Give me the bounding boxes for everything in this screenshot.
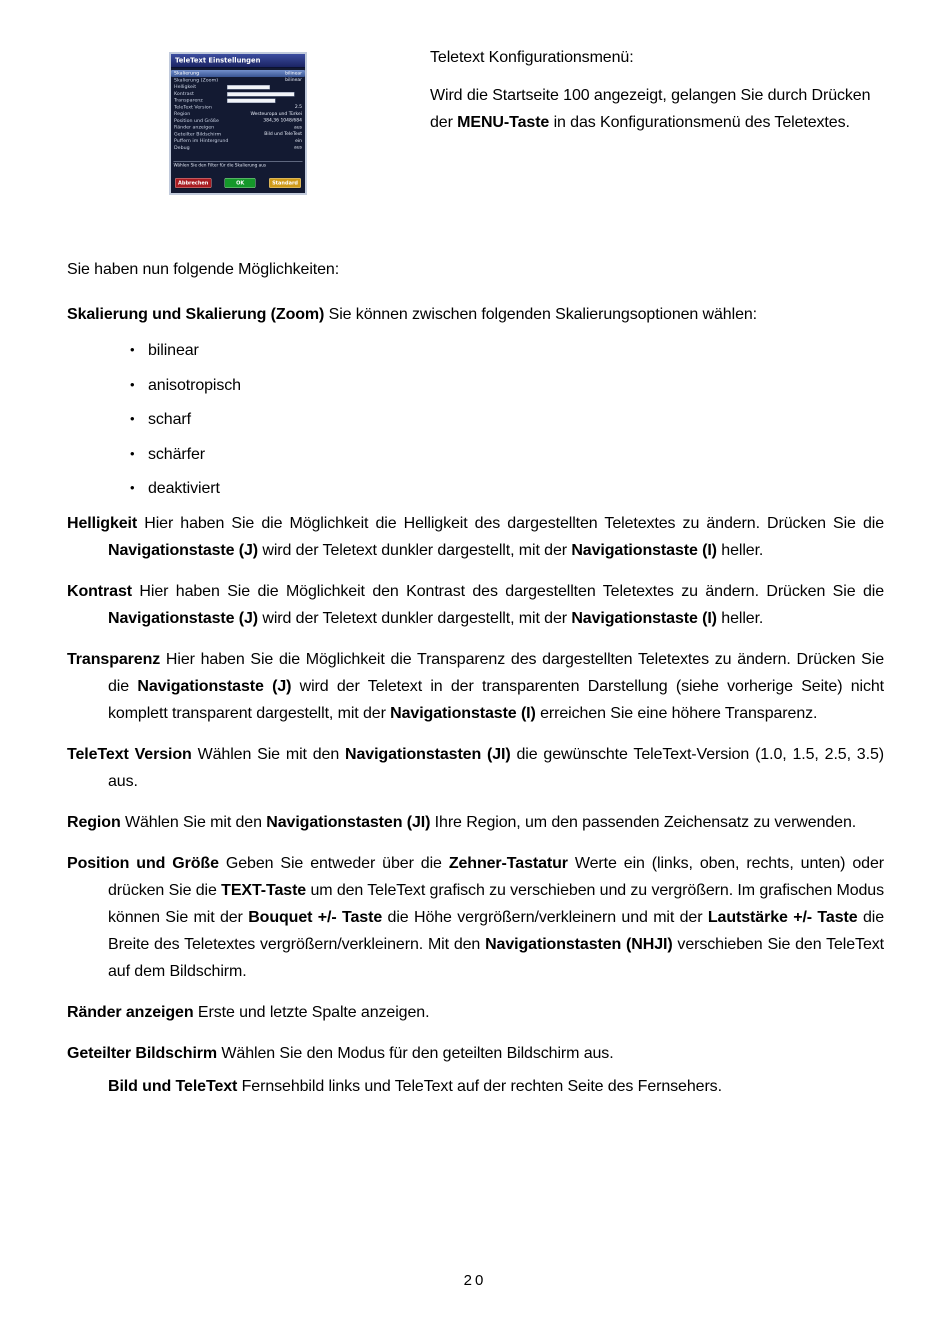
- bold-term: TEXT-Taste: [221, 882, 307, 899]
- text-run: heller.: [716, 542, 764, 559]
- bullet-icon: •: [130, 342, 135, 357]
- menu-row-label: Helligkeit: [174, 84, 197, 90]
- menu-row-label: Kontrast: [174, 90, 194, 97]
- bold-term: Skalierung und Skalierung (Zoom): [67, 306, 325, 323]
- bold-term: Zehner-Tastatur: [448, 855, 568, 872]
- slider-bar: [227, 85, 270, 90]
- menu-row-label: Region: [174, 111, 191, 117]
- bold-term: Ränder anzeigen: [67, 1004, 194, 1021]
- bullet-icon: •: [130, 411, 135, 426]
- paragraph-raender-anzeigen: [67, 999, 884, 1026]
- bold-term: Navigationstasten (NHJI): [485, 936, 673, 953]
- ok-button: OK: [225, 178, 256, 188]
- list-item: [130, 405, 884, 433]
- menu-row-label: Puffern im Hintergrund: [174, 138, 229, 144]
- text-run: Sie können zwischen folgenden Skalierungsoptionen wählen:: [324, 306, 758, 323]
- menu-title-bar: TeleText Einstellungen: [171, 54, 305, 68]
- menu-row-value: ein: [295, 138, 302, 144]
- caption-block: [430, 44, 892, 136]
- menu-row-label: Skalierung: [174, 70, 200, 77]
- list-item-label: anisotropisch: [148, 376, 241, 394]
- text-run: Fernsehbild links und TeleText auf der rechten Seite des Fernsehers.: [237, 1078, 722, 1095]
- document-body: [67, 256, 884, 1114]
- list-item: [130, 371, 884, 399]
- list-item: [130, 336, 884, 364]
- standard-button: Standard: [269, 178, 301, 188]
- menu-row-label: TeleText Version: [174, 104, 212, 110]
- menu-spacer: [171, 168, 305, 178]
- text-run: erreichen Sie eine höhere Transparenz.: [535, 705, 818, 722]
- bold-term: MENU-Taste: [457, 114, 550, 131]
- paragraph-geteilter-bildschirm: [67, 1040, 884, 1067]
- bold-term: Navigationstaste (I): [571, 610, 717, 627]
- bold-term: Geteilter Bildschirm: [67, 1045, 218, 1062]
- text-run: um den TeleText grafisch zu verschieben und zu vergrößern. Im grafischen Modus können Sie mit der: [108, 882, 885, 926]
- bullet-icon: •: [130, 480, 135, 495]
- slider-bar: [227, 99, 276, 104]
- bold-term: Navigationstaste (J): [108, 610, 259, 627]
- menu-help-text: Wählen Sie den Filter für die Skalierung aus: [174, 161, 303, 168]
- menu-row: [171, 111, 305, 118]
- text-run: Ihre Region, um den passenden Zeichensatz zu verwenden.: [430, 814, 857, 831]
- caption-paragraph: [430, 82, 892, 136]
- menu-row-label: Debug: [174, 144, 190, 151]
- paragraph-region: [67, 809, 884, 836]
- text-run: Erste und letzte Spalte anzeigen.: [193, 1004, 430, 1021]
- list-item-label: schärfer: [148, 445, 205, 463]
- bold-term: Kontrast: [67, 583, 132, 600]
- text-run: Hier haben Sie die Möglichkeit die Transparenz des dargestellten Teletextes zu ändern. Drücken Sie die: [108, 651, 884, 695]
- lead-paragraph: Sie haben nun folgende Möglichkeiten:: [67, 261, 340, 278]
- menu-row: [171, 104, 305, 111]
- menu-button-bar: [171, 178, 305, 193]
- paragraph-skalierung: [67, 301, 884, 328]
- bold-term: Navigationstaste (I): [390, 705, 536, 722]
- menu-screenshot: [169, 52, 307, 195]
- menu-row-value: 2.5: [294, 104, 302, 110]
- list-item-label: deaktiviert: [148, 480, 220, 497]
- text-run: die Höhe vergrößern/verkleinern und mit der: [382, 909, 708, 926]
- bullet-icon: •: [130, 445, 135, 461]
- menu-row-value: aus: [294, 124, 302, 130]
- text-run: Hier haben Sie die Möglichkeit den Kontrast des dargestellten Teletextes zu ändern. Drücken Sie die: [131, 583, 884, 600]
- text-run: in das Konfigurationsmenü des Teletextes.: [549, 114, 850, 131]
- menu-row: [171, 124, 305, 131]
- menu-row: [171, 97, 305, 104]
- bold-term: Region: [67, 814, 121, 831]
- text-run: Wird die Startseite 100 angezeigt, gelangen Sie durch Drücken der: [430, 87, 871, 131]
- text-run: verschieben Sie den TeleText auf dem Bildschirm.: [108, 936, 884, 980]
- bullet-icon: •: [130, 376, 135, 392]
- menu-row-label: Skalierung (Zoom): [174, 77, 219, 83]
- text-run: die Breite des Teletextes vergrößern/verkleinern. Mit den: [108, 909, 885, 953]
- menu-row: [171, 131, 305, 138]
- menu-row-value: 384,36 1048/684: [263, 118, 302, 124]
- text-run: heller.: [716, 610, 764, 627]
- text-run: die gewünschte TeleText-Version (1.0, 1.5, 2.5, 3.5) aus.: [108, 746, 884, 790]
- bold-term: Navigationstaste (J): [137, 678, 292, 695]
- bold-term: Navigationstaste (J): [108, 542, 259, 559]
- bold-term: Helligkeit: [67, 515, 138, 532]
- page-number: 20: [463, 1272, 487, 1289]
- paragraph-helligkeit: [67, 510, 884, 564]
- paragraph-transparenz: [67, 646, 884, 727]
- caption-title: Teletext Konfigurationsmenü:: [430, 49, 634, 66]
- menu-row: [171, 70, 305, 77]
- menu-spacer: [171, 151, 305, 161]
- text-run: Wählen Sie mit den: [191, 746, 346, 763]
- menu-row: [171, 84, 305, 91]
- teletext-settings-window: [169, 52, 307, 195]
- menu-row-value: Westeuropa und Türkei: [250, 111, 302, 117]
- bold-term: Navigationstaste (I): [571, 542, 717, 559]
- paragraph-bild-und-teletext: [67, 1073, 884, 1100]
- menu-row: [171, 144, 305, 151]
- menu-row: [171, 138, 305, 145]
- menu-row-label: Ränder anzeigen: [174, 124, 215, 131]
- bold-term: TeleText Version: [67, 746, 192, 763]
- menu-row-value: bilinear: [285, 70, 302, 76]
- bold-term: Transparenz: [67, 651, 161, 668]
- menu-row: [171, 77, 305, 84]
- paragraph-teletext-version: [67, 741, 884, 795]
- menu-row-label: Position und Größe: [174, 117, 219, 124]
- paragraph-position-groesse: [67, 850, 884, 985]
- menu-row-label: Transparenz: [174, 97, 203, 104]
- bullet-list: [67, 336, 884, 502]
- menu-row-value: Bild und TeleText: [264, 131, 302, 137]
- list-item: [130, 474, 884, 502]
- text-run: wird der Teletext in der transparenten Darstellung (siehe vorherige Seite) nicht komplett transparent dargestellt, mit der: [108, 678, 885, 722]
- menu-row-label: Geteilter Bildschirm: [174, 131, 222, 137]
- list-item: [130, 440, 884, 468]
- list-item-label: bilinear: [148, 342, 199, 359]
- list-item-label: scharf: [148, 411, 191, 428]
- bold-term: Lautstärke +/- Taste: [707, 909, 858, 926]
- cancel-button: Abbrechen: [175, 178, 211, 188]
- text-run: Werte ein (links, oben, rechts, unten) oder drücken Sie die: [108, 855, 885, 899]
- text-run: Geben Sie entweder über die: [218, 855, 449, 872]
- text-run: Wählen Sie mit den: [120, 814, 267, 831]
- bold-term: Navigationstasten (JI): [345, 746, 511, 763]
- menu-row-value: aus: [294, 145, 302, 151]
- bold-term: Bild und TeleText: [108, 1078, 238, 1095]
- menu-rows: [171, 68, 305, 151]
- bold-term: Navigationstasten (JI): [266, 814, 431, 831]
- bold-term: Position und Größe: [67, 855, 219, 872]
- text-run: Wählen Sie den Modus für den geteilten Bildschirm aus.: [217, 1045, 614, 1062]
- paragraph-kontrast: [67, 578, 884, 632]
- menu-row-value: bilinear: [285, 77, 302, 83]
- menu-row: [171, 117, 305, 124]
- bold-term: Bouquet +/- Taste: [248, 909, 383, 926]
- text-run: wird der Teletext dunkler dargestellt, mit der: [258, 542, 572, 559]
- text-run: Hier haben Sie die Möglichkeit die Helligkeit des dargestellten Teletextes zu ändern. Drücken Sie die: [137, 515, 884, 532]
- slider-bar: [227, 92, 295, 97]
- text-run: wird der Teletext dunkler dargestellt, mit der: [258, 610, 572, 627]
- menu-row: [171, 90, 305, 97]
